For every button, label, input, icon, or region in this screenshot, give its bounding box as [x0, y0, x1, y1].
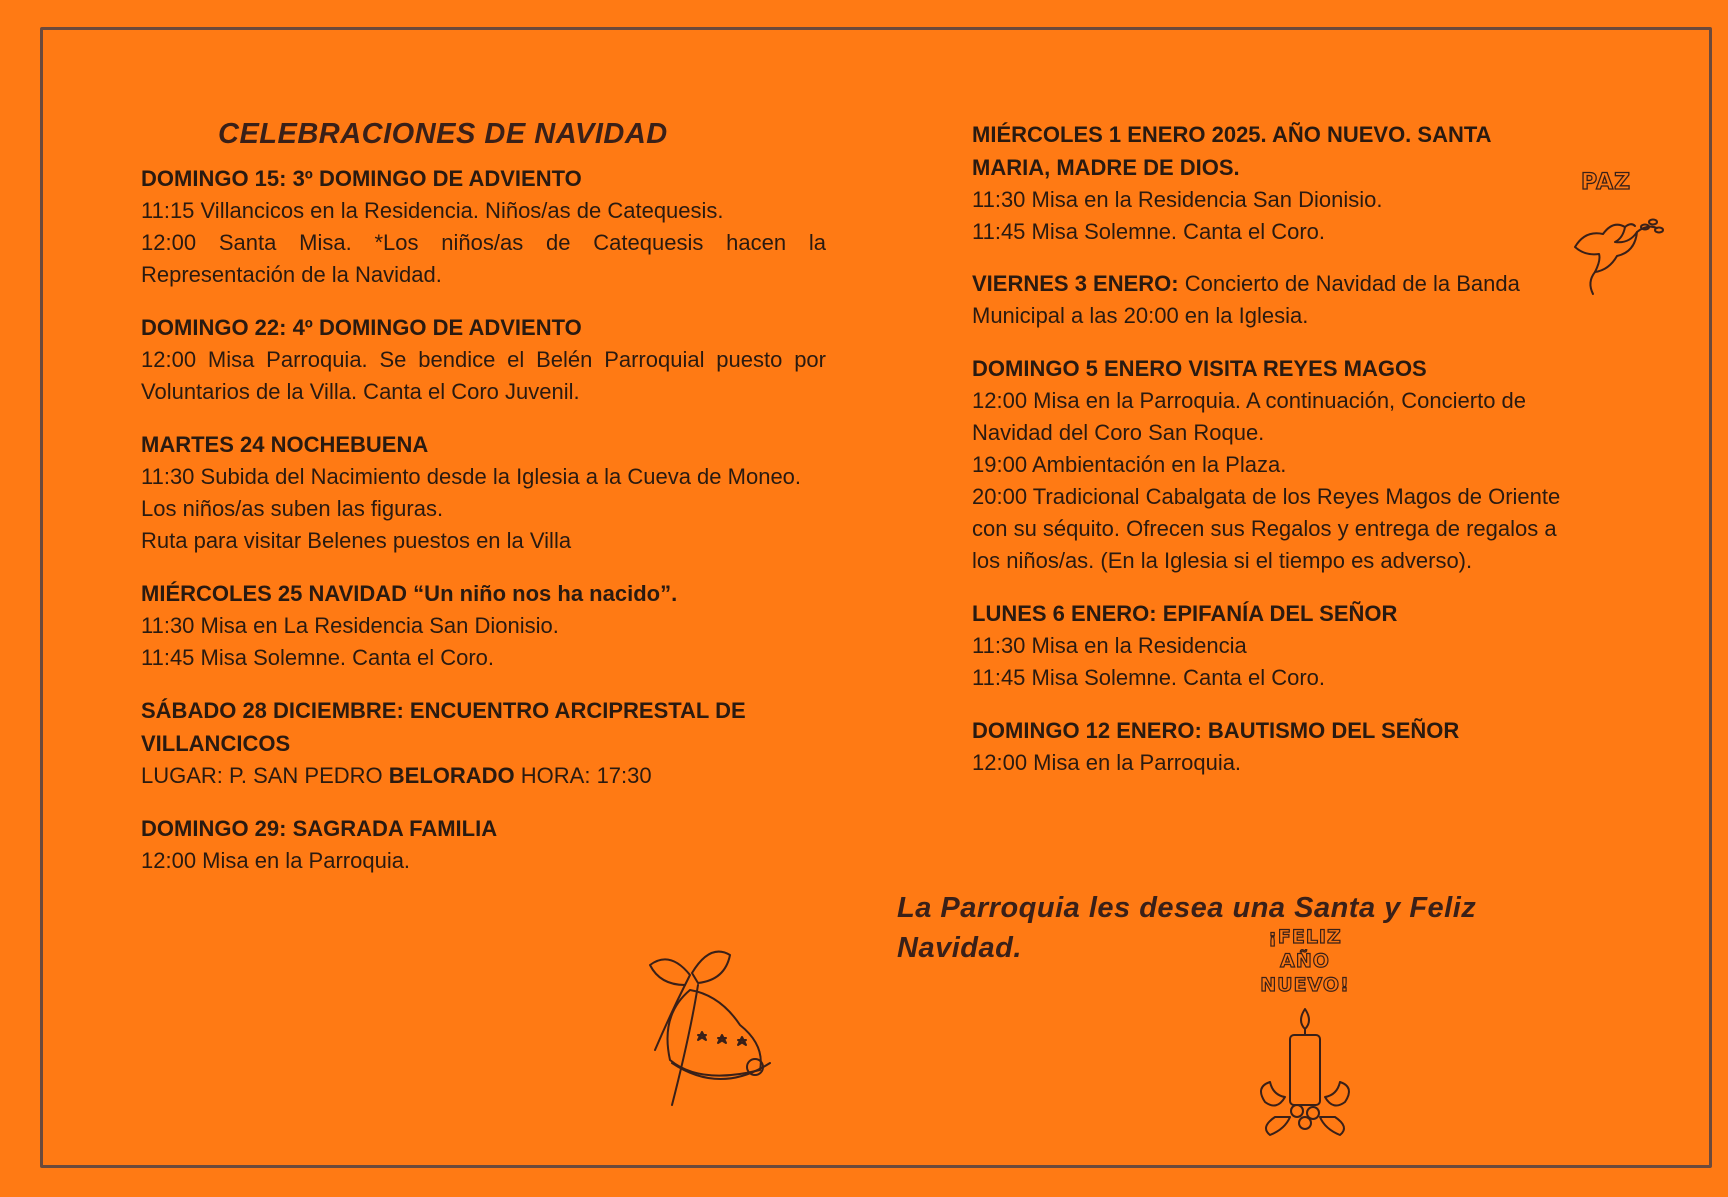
- event-line: 11:30 Misa en la Residencia San Dionisio.: [972, 187, 1383, 212]
- event-domingo-12: [972, 714, 1592, 779]
- event-heading: DOMINGO 5 ENERO VISITA REYES MAGOS: [972, 356, 1427, 381]
- event-line: 11:15 Villancicos en la Residencia. Niños/as de Catequesis.: [141, 198, 724, 223]
- event-heading: SÁBADO 28 DICIEMBRE: ENCUENTRO ARCIPRESTAL DE VILLANCICOS: [141, 698, 746, 756]
- bell-icon: [630, 945, 790, 1115]
- event-heading: MIÉRCOLES 25 NAVIDAD “Un niño nos ha nacido”.: [141, 581, 678, 606]
- event-miercoles-1: [972, 118, 1592, 248]
- new-year-line: AÑO: [1280, 950, 1330, 972]
- page-title: CELEBRACIONES DE NAVIDAD: [218, 118, 668, 150]
- event-location: [141, 760, 826, 792]
- event-line: 11:30 Misa en La Residencia San Dionisio.: [141, 613, 559, 638]
- paz-label: PAZ: [1581, 170, 1632, 195]
- event-line: 19:00 Ambientación en la Plaza.: [972, 452, 1287, 477]
- event-heading: DOMINGO 15: 3º DOMINGO DE ADVIENTO: [141, 166, 582, 191]
- event-heading: LUNES 6 ENERO: EPIFANÍA DEL SEÑOR: [972, 601, 1398, 626]
- event-heading: MIÉRCOLES 1 ENERO 2025. AÑO NUEVO. SANTA MARIA, MADRE DE DIOS.: [972, 122, 1491, 180]
- event-line: 11:45 Misa Solemne. Canta el Coro.: [972, 219, 1325, 244]
- event-martes-24: [141, 428, 826, 557]
- event-heading: DOMINGO 12 ENERO: BAUTISMO DEL SEÑOR: [972, 718, 1460, 743]
- event-line: Ruta para visitar Belenes puestos en la Villa: [141, 528, 572, 553]
- event-line: 12:00 Misa en la Parroquia.: [972, 750, 1242, 775]
- new-year-badge: [1240, 925, 1370, 997]
- event-line: 11:30 Misa en la Residencia: [972, 633, 1247, 658]
- left-column: [141, 118, 826, 897]
- event-line: 12:00 Misa en la Parroquia.: [141, 848, 411, 873]
- event-heading: DOMINGO 29: SAGRADA FAMILIA: [141, 816, 498, 841]
- event-line: Concierto de Navidad de la Banda Municipal a las 20:00 en la Iglesia.: [972, 271, 1520, 328]
- event-line: 11:45 Misa Solemne. Canta el Coro.: [972, 665, 1325, 690]
- event-line: 12:00 Misa en la Parroquia. A continuación, Concierto de Navidad del Coro San Roque.: [972, 388, 1527, 445]
- location-prefix: LUGAR: P. SAN PEDRO: [141, 763, 389, 788]
- candle-icon: [1245, 1007, 1365, 1137]
- new-year-line: ¡FELIZ: [1268, 926, 1342, 948]
- closing-message: La Parroquia les desea una Santa y Feliz Navidad.: [897, 892, 1477, 964]
- event-line: 12:00 Misa Parroquia. Se bendice el Belén Parroquial puesto por Voluntarios de la Villa. Canta el Coro Juvenil.: [141, 347, 826, 404]
- event-heading: DOMINGO 22: 4º DOMINGO DE ADVIENTO: [141, 315, 582, 340]
- christmas-bell-decoration: [630, 945, 790, 1115]
- event-line: 11:30 Subida del Nacimiento desde la Iglesia a la Cueva de Moneo. Los niños/as suben las figuras.: [141, 464, 802, 521]
- event-domingo-29: [141, 812, 826, 877]
- new-year-line: NUEVO!: [1260, 974, 1350, 996]
- event-sabado-28: [141, 694, 826, 792]
- right-column: [972, 118, 1592, 799]
- event-line: 12:00 Santa Misa. *Los niños/as de Catequesis hacen la Representación de la Navidad.: [141, 230, 826, 287]
- event-domingo-22: [141, 311, 826, 408]
- peace-dove-decoration: [1565, 172, 1675, 302]
- location-suffix: HORA: 17:30: [514, 763, 652, 788]
- event-miercoles-25: [141, 577, 826, 674]
- event-heading: VIERNES 3 ENERO:: [972, 271, 1179, 296]
- event-line: 20:00 Tradicional Cabalgata de los Reyes Magos de Oriente con su séquito. Ofrecen sus Regalos y entrega de regalos a los niños/as. (En la Iglesia si el tiempo es adverso).: [972, 484, 1561, 573]
- event-viernes-3: [972, 268, 1532, 332]
- event-domingo-15: [141, 162, 826, 291]
- event-domingo-5: [972, 352, 1582, 577]
- event-line: 11:45 Misa Solemne. Canta el Coro.: [141, 645, 494, 670]
- event-lunes-6: [972, 597, 1592, 694]
- location-place: BELORADO: [388, 763, 515, 788]
- event-heading: MARTES 24 NOCHEBUENA: [141, 432, 429, 457]
